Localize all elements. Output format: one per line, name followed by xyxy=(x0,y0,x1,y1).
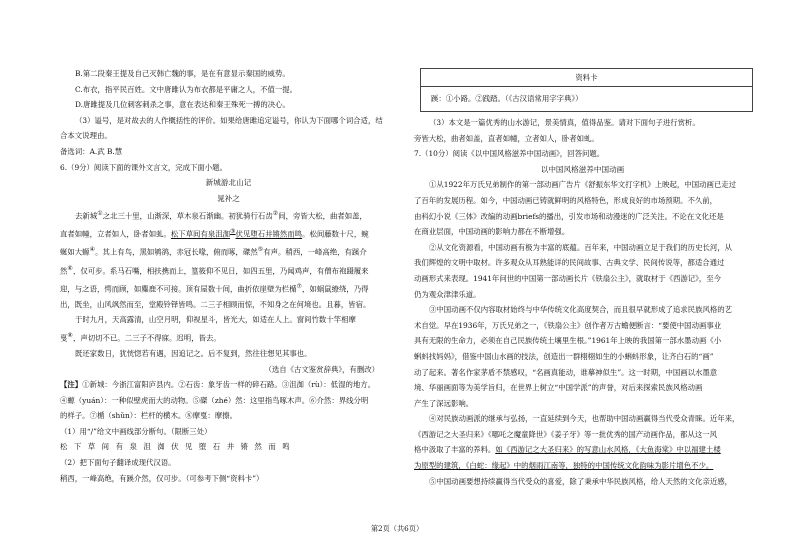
punctuation-text: 松下草间有泉沮洳伏见堕石井锵然而鸣 xyxy=(60,442,297,452)
article-line: 术自觉。早在1936年，万氏兄弟之一，《铁扇公主》创作者万古蟾便断言：“要使中国动画事业 xyxy=(414,320,722,330)
page-number: 第2页（共6页） xyxy=(370,524,424,533)
essay-source: （选自《古文鉴赏辞典》，有删改） xyxy=(264,364,379,374)
essay-line: 然⑥，仅可步。系马石嘴，相扶携而上，篁筱仰不见日，如四五里，乃闻鸡声，有僧布袍蹑履来 xyxy=(60,264,369,275)
essay-author: 晁补之 xyxy=(217,193,240,203)
question-6-1: （1）用“/”给文中画线部分断句。（限断三处） xyxy=(60,426,212,436)
question-7-heading: 7.（10分）阅读《以中国风格滋养中国动画》，回答问题。 xyxy=(414,149,605,159)
question-6-heading: 6.（9分）阅读下面的课外文言文，完成下面小题。 xyxy=(60,162,227,172)
note-label: 【注】 xyxy=(60,380,83,390)
article-line: ①从1922年万氏兄弟制作的第一部动画广告片《舒振东华文打字机》上映起，中国动画已走过 xyxy=(429,180,737,190)
article-line: 了百年的发展历程。如今，中国动画已铸就鲜明的风格特色，形成良好的市场预期。不久前， xyxy=(414,195,718,205)
note-line: 的样子。⑦楯（shǔn）：栏杆的横木。⑧摩戛：摩擦。 xyxy=(60,411,237,421)
article-title: 以中国风格滋养中国动画 xyxy=(540,164,625,174)
article-line: 由科幻小说《三体》改编的动画briefs的播出，引发市场和动漫迷的广泛关注。不论在文化还是 xyxy=(414,211,724,221)
essay-line: 去新城①之北三十里，山渐深，草木泉石渐幽。初犹骑行石齿②间，旁皆大松，曲者如盖， xyxy=(75,210,367,221)
article-line: 动了起来。著名作家茅盾不禁感叹，“名画真能动，谁摹神似生”。这一时期，中国画以水墨意 xyxy=(414,367,718,377)
article-line: 蝌蚪找妈妈》，借鉴中国山水画的技法，创造出一群栩栩如生的小蝌蚪形象，让齐白石的“画” xyxy=(414,351,714,361)
option-c: C.布衣，指平民百姓。文中唐雎认为布衣都是平庸之人，不值一提。 xyxy=(75,84,298,94)
essay-title: 新城游北山记 xyxy=(205,178,252,188)
underlined-sentence: 为原型的建筑，《白蛇：缘起》中的烟雨江南等，独特的中国传统文化韵味为影片增色不少。 xyxy=(414,461,714,471)
article-line: 具有无限的生命力，必须在自己民族传统土壤里生根。”1961年上映的我国第一部水墨动画《小 xyxy=(414,336,722,346)
article-line: ④对民族动画派的继承与弘扬，一直延续到今天，也帮助中国动画赢得当代受众青睐。近年来， xyxy=(429,414,740,424)
essay-line: 直者如幢，立者如人，卧者如虬。松下草间有泉沮洳③伏见堕石井锵然而鸣。松间藤数十尺，蜿 xyxy=(60,228,369,239)
reference-card-body: 蹊：①小路。②践踏。（《古汉语常用字字典》） xyxy=(431,94,583,103)
question-5-3-cont: 合本文说理由。 xyxy=(60,131,112,141)
right-column xyxy=(414,66,751,489)
article-line: 格中汲取了丰富的养料。如《西游记之大圣归来》的写意山水风格，《大鱼海棠》中以福建土楼 xyxy=(414,445,721,455)
article-line: 产生了深远影响。 xyxy=(414,398,474,408)
article-line: 在商业层面，中国动画的影响力都在不断增强。 xyxy=(414,227,570,237)
article-line: 动画形式来表现。1941年问世的中国第一部动画长片《铁扇公主》，就取材于《西游记》，至今 xyxy=(414,273,722,283)
note-line: ④螈（yuán）：一种似壁虎而大的动物。⑤磔（zhé）然：这里指鸟啄木声。⑥介然：界线分明 xyxy=(60,395,369,405)
underlined-sentence: 如《西游记之大圣归来》的写意山水风格，《大鱼海棠》中以福建土楼 xyxy=(495,445,721,455)
question-6-2: （2）把下面句子翻译成现代汉语。 xyxy=(60,458,176,468)
article-line: 《西游记之大圣归来》《哪吒之魔童降世》《姜子牙》等一批优秀的国产动画作品，都从这一风 xyxy=(414,429,718,439)
article-line: 境、华丽画面等为美学旨归，在世界上树立“中国学派”的声誉，对后来探索民族风格动画 xyxy=(414,383,703,393)
reference-card-title: 资料卡 xyxy=(421,69,752,87)
article-line: 仍为观众津津乐道。 xyxy=(414,289,481,299)
essay-line: 出，既坐，山风飒然而至，堂殿铃铎皆鸣。二三子相顾而惊，不知身之在何境也。且暮，皆宿。 xyxy=(60,299,371,309)
note-line: 【注】①新城：今浙江富阳庐县内。②石齿：象牙齿一样的碎石路。③沮洳（rù）：低湿的地方。 xyxy=(60,380,376,390)
appreciation-sentence: 旁皆大松，曲者如盖，直者如幢，立者如人，卧者如虬。 xyxy=(414,133,599,143)
article-line: 我们辉煌的文明中取材。许多观众从耳熟能详的民间故事、古典文学、民间传说等，都适合通过 xyxy=(414,258,725,268)
article-line: ②从文化资源看，中国动画有极为丰富的底蕴。百年来，中国动画立足于我们的历史长河，从 xyxy=(429,242,733,252)
essay-line: 于时九月，天高露清，山空月明，仰视星斗，皆光大，如适在人上。窗间竹数十竿相摩 xyxy=(75,315,356,325)
essay-line: 戛⑧，声切切不已。二三子不得寐。迟明，皆去。 xyxy=(60,331,221,343)
essay-line: 既还家数日，犹恍惚若有遇，因追记之。后不复到，然往往想见其事也。 xyxy=(75,348,312,358)
article-line: ⑤中国动画要想持续赢得当代受众的喜爱，除了秉承中华民族风格，给人天然的文化亲近感， xyxy=(429,476,733,486)
reference-card xyxy=(420,68,753,112)
option-d: D.唐雎提及几位刺客刺杀之事，意在表达和秦王殊死一搏的决心。 xyxy=(75,100,290,110)
candidate-words: 备选词：A.武 B.慧 xyxy=(60,146,123,156)
article-line: ③中国动画不仅内容取材始终与中华传统文化高度契合，而且很早就形成了追求民族风格的艺 xyxy=(429,305,733,315)
option-b: B.第二段秦王提及自己灭韩亡魏的事，是在有意显示秦国的威势。 xyxy=(75,69,290,78)
underlined-sentence: 松下草间有泉沮洳 xyxy=(170,229,231,239)
translate-sentence: 稍西，一峰高绝，有蹊介然，仅可步。（可参考下侧“资料卡”） xyxy=(60,473,264,483)
essay-line: 蜒如大螈④。其上有鸟，黑如鸲鹆，赤冠长喙，俯而啄，磔然⑤有声。稍西，一峰高绝，有蹊介 xyxy=(60,246,367,257)
question-6-3: （3）本文是一篇优秀的山水游记，景美情真，值得品鉴。请对下面句子进行赏析。 xyxy=(429,118,700,127)
left-column xyxy=(60,66,397,486)
question-5-3: （3）谥号，是对故去的人作概括性的评价。如果给唐雎追定谥号，你认为下面哪个词合适，结 xyxy=(75,115,383,125)
essay-line: 迎，与之语，愕而顾，如麋鹿不可接。顶有屋数十间，曲折依崖壁为栏楯⑦，如蜗鼠缭绕，乃得 xyxy=(60,282,369,294)
